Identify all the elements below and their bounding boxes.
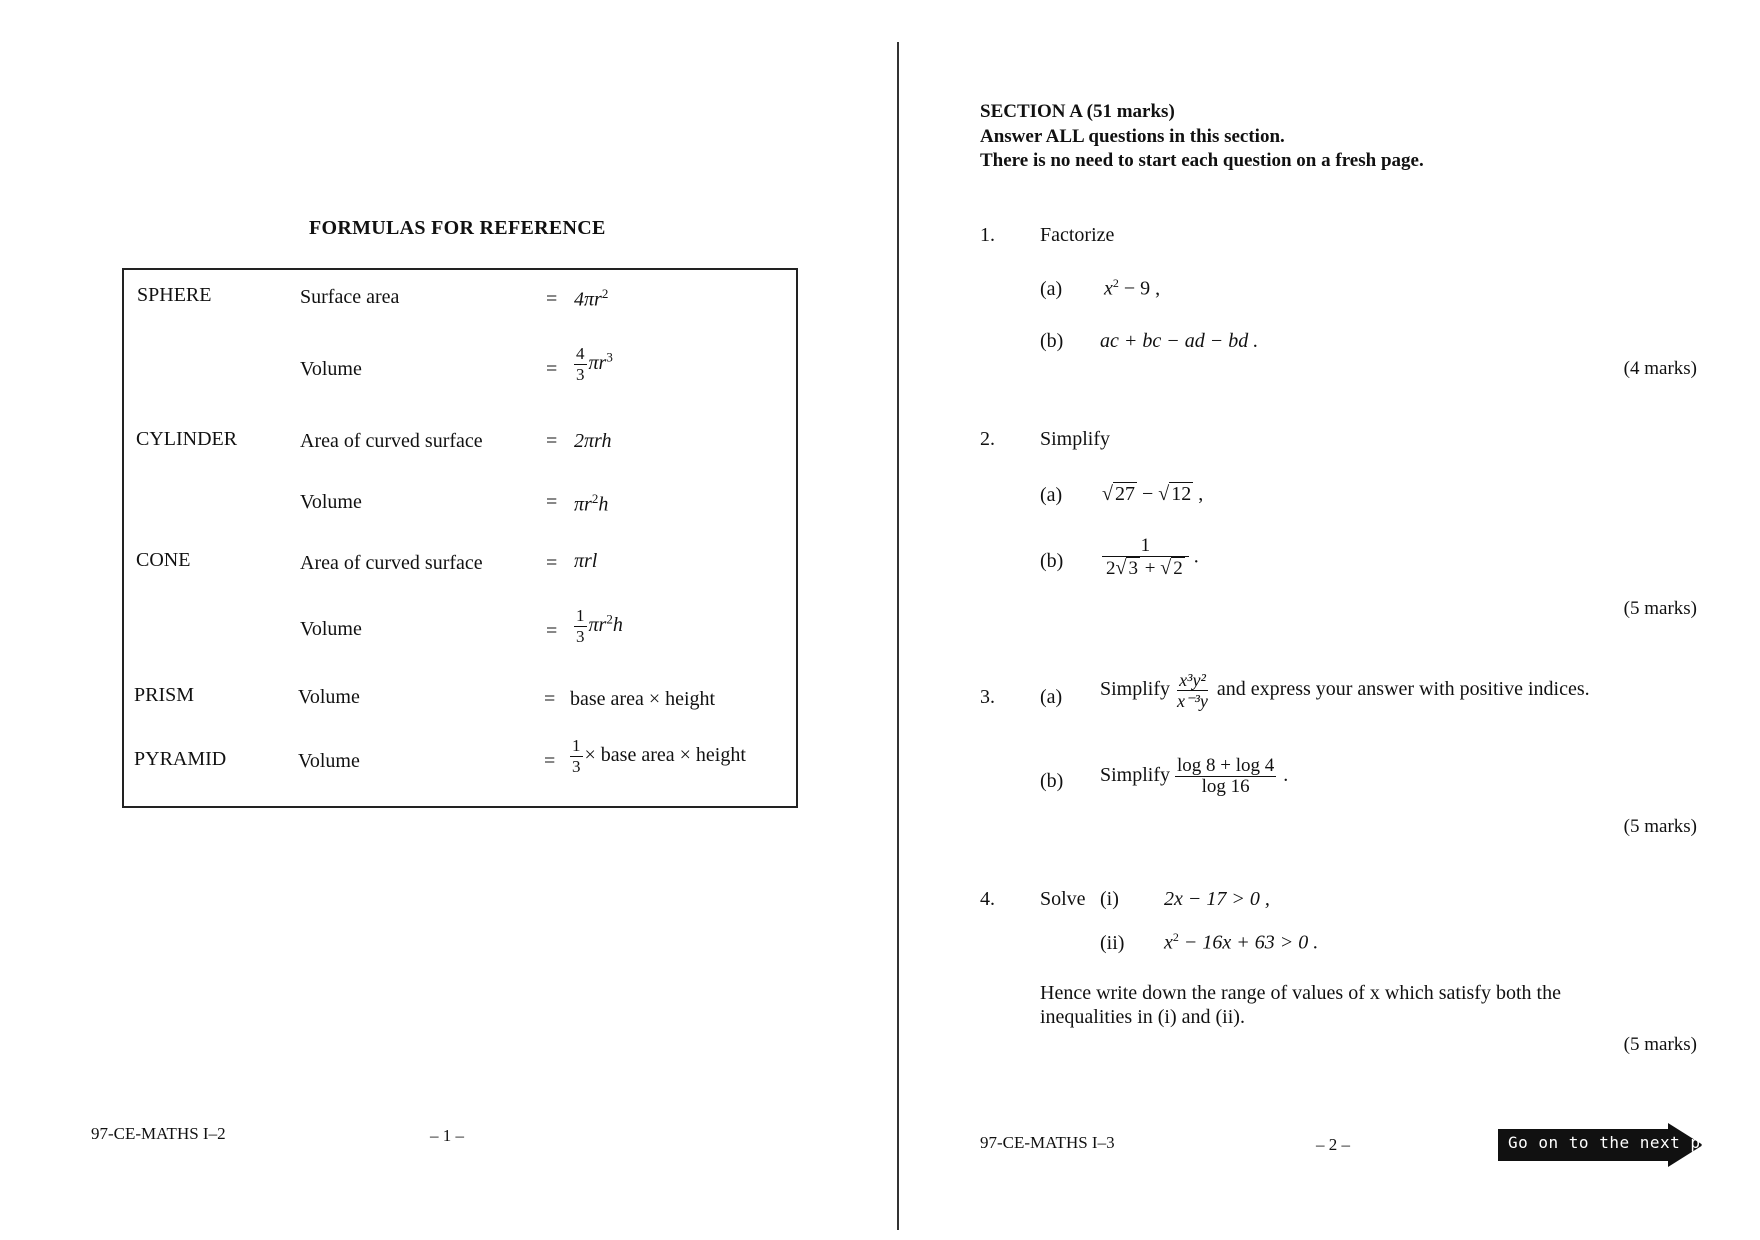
- cone-area-formula: πrl: [574, 550, 598, 572]
- section-title: SECTION A (51 marks): [980, 101, 1175, 122]
- equals-sign: =: [546, 430, 558, 452]
- formulas-title: FORMULAS FOR REFERENCE: [309, 217, 606, 239]
- prism-volume-formula: base area × height: [570, 688, 716, 710]
- shape-label: PRISM: [134, 684, 195, 706]
- cylinder-area-formula: 2πrh: [574, 430, 612, 452]
- page-divider: [897, 42, 899, 1230]
- q4-instruction: inequalities in (i) and (ii).: [1040, 1006, 1245, 1028]
- part-label: (i): [1100, 888, 1119, 910]
- question-prompt: Factorize: [1040, 224, 1115, 246]
- part-label: (ii): [1100, 932, 1125, 954]
- question-number: 2.: [980, 428, 995, 450]
- equals-sign: =: [546, 288, 558, 310]
- equals-sign: =: [546, 552, 558, 574]
- marks-label: (4 marks): [1623, 358, 1697, 379]
- question-number: 4.: [980, 888, 995, 910]
- marks-label: (5 marks): [1623, 816, 1697, 837]
- cone-volume-formula: $\frac{1}{3}$ $\pi r^2h$: [576, 606, 623, 646]
- quantity-label: Volume: [300, 358, 362, 380]
- shape-label: SPHERE: [137, 284, 212, 306]
- q1b-expression: ac + bc − ad − bd .: [1100, 330, 1259, 352]
- part-label: (b): [1040, 330, 1064, 352]
- next-page-label: Go on to the next page: [1508, 1133, 1731, 1152]
- quantity-label: Volume: [298, 750, 360, 772]
- question-number: 3.: [980, 686, 995, 708]
- q2a-expression: √ 27 − √ 12 ,: [1102, 483, 1204, 505]
- shape-label: CONE: [136, 549, 191, 571]
- q4ii-expression: $x^2 - 16x + 63 > 0$ .: [1164, 930, 1319, 954]
- part-label: (b): [1040, 550, 1064, 572]
- part-label: (a): [1040, 484, 1063, 506]
- shape-label: PYRAMID: [134, 748, 227, 770]
- equals-sign: =: [546, 491, 558, 513]
- marks-label: (5 marks): [1623, 1034, 1697, 1055]
- page-number-right: – 2 –: [1316, 1135, 1350, 1154]
- shape-label: CYLINDER: [136, 428, 238, 450]
- equals-sign: =: [544, 750, 556, 772]
- page-number-left: – 1 –: [430, 1126, 464, 1145]
- part-label: (a): [1040, 278, 1063, 300]
- formula-table: [122, 268, 798, 808]
- footer-code-right: 97-CE-MATHS I–3: [980, 1133, 1115, 1152]
- q3a-text: Simplify $\frac{\text{x³y²}}{\text{x⁻³y}}$ and express your answer with positive indices.: [1100, 670, 1590, 711]
- quantity-label: Area of curved surface: [300, 552, 483, 574]
- equals-sign: =: [544, 688, 556, 710]
- q1a-expression: $x^2 - 9$ ,: [1104, 276, 1161, 300]
- q4-instruction: Hence write down the range of values of x which satisfy both the: [1040, 982, 1561, 1004]
- q4i-expression: 2x − 17 > 0 ,: [1164, 888, 1270, 910]
- quantity-label: Volume: [298, 686, 360, 708]
- q3b-text: Simplify $\frac{\log 8 + \log 4}{\log 16}$ .: [1100, 755, 1289, 797]
- cylinder-volume-formula: $\pi r^2h$: [574, 491, 609, 516]
- quantity-label: Surface area: [300, 286, 400, 308]
- sphere-area-formula: $4\pi r^2$: [574, 286, 609, 311]
- pyramid-volume-formula: $\frac{1}{3}$ × base area × height: [572, 736, 746, 776]
- equals-sign: =: [546, 358, 558, 380]
- q2b-expression: $\frac{1}{2√ 3 + √ 2}$ .: [1104, 536, 1199, 580]
- marks-label: (5 marks): [1623, 598, 1697, 619]
- quantity-label: Volume: [300, 618, 362, 640]
- equals-sign: =: [546, 620, 558, 642]
- quantity-label: Volume: [300, 491, 362, 513]
- section-instruction: Answer ALL questions in this section.: [980, 126, 1285, 147]
- section-instruction: There is no need to start each question on a fresh page.: [980, 150, 1424, 171]
- part-label: (b): [1040, 770, 1064, 792]
- footer-code-left: 97-CE-MATHS I–2: [91, 1124, 226, 1143]
- sphere-volume-formula: $\frac{4}{3}$ $\pi r^3$: [576, 344, 613, 384]
- question-number: 1.: [980, 224, 995, 246]
- part-label: (a): [1040, 686, 1063, 708]
- question-prompt: Solve: [1040, 888, 1086, 910]
- quantity-label: Area of curved surface: [300, 430, 483, 452]
- go-to-next-page-arrow: [1498, 1123, 1731, 1167]
- question-prompt: Simplify: [1040, 428, 1111, 450]
